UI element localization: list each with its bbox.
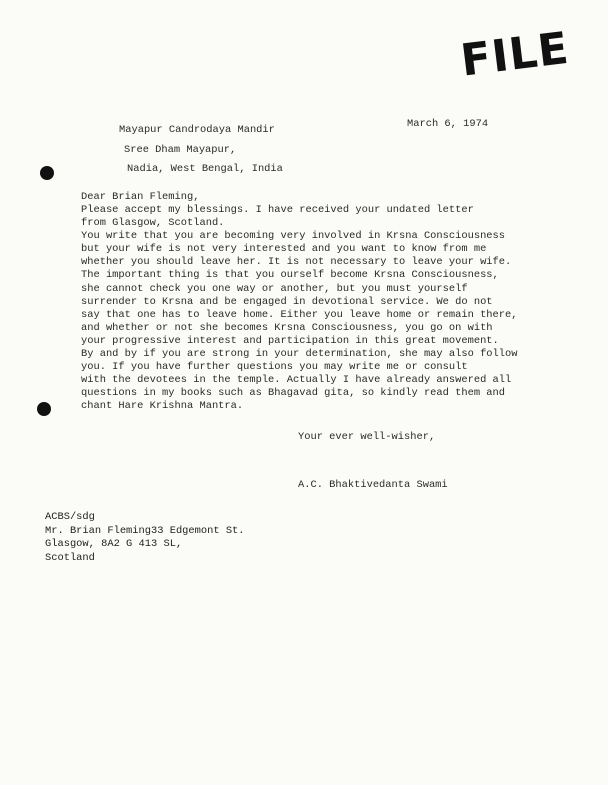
punch-hole-top [40, 166, 54, 180]
body-line: she cannot check you one way or another, but you must yourself [81, 282, 468, 295]
body-line: questions in my books such as Bhagavad gita, so kindly read them and [81, 387, 506, 400]
address-line: Mayapur Candrodaya Mandir [119, 124, 275, 136]
body-line: say that one has to leave home. Either you leave home or remain there, [81, 308, 518, 321]
body-line: you. If you have further questions you may write me or consult [81, 361, 468, 374]
salutation: Dear Brian Fleming, [81, 191, 200, 203]
reference-initials: ACBS/sdg [45, 511, 95, 523]
address-line: Nadia, West Bengal, India [127, 163, 283, 175]
recipient-footer [45, 511, 245, 565]
recipient-name: Mr. Brian Fleming33 Edgemont St. [45, 524, 245, 537]
body-line: from Glasgow, Scotland. [81, 217, 225, 230]
address-line: Sree Dham Mayapur, [124, 144, 237, 156]
signature: A.C. Bhaktivedanta Swami [298, 479, 448, 491]
letter-date: March 6, 1974 [407, 118, 489, 130]
file-stamp: FILE [458, 22, 572, 87]
punch-hole-bottom [37, 402, 51, 416]
letter-body [81, 204, 517, 414]
body-line: surrender to Krsna and be engaged in devotional service. We do not [81, 295, 493, 308]
body-line: You write that you are becoming very involved in Krsna Consciousness [81, 230, 506, 243]
body-line: By and by if you are strong in your determination, she may also follow [81, 348, 518, 361]
body-line: with the devotees in the temple. Actually I have already answered all [81, 374, 512, 387]
body-line: Please accept my blessings. I have received your undated letter [81, 204, 474, 216]
body-line: but your wife is not very interested and you want to know from me [81, 243, 487, 256]
body-line: whether you should leave her. It is not necessary to leave your wife. [81, 256, 512, 269]
body-line: your progressive interest and participation in this great movement. [81, 334, 499, 347]
closing: Your ever well-wisher, [298, 431, 436, 443]
body-line: and whether or not she becomes Krsna Consciousness, you go on with [81, 321, 493, 334]
recipient-city: Glasgow, 8A2 G 413 SL, [45, 538, 183, 550]
body-line: The important thing is that you ourself become Krsna Consciousness, [81, 269, 499, 282]
recipient-country: Scotland [45, 551, 95, 564]
body-line: chant Hare Krishna Mantra. [81, 400, 244, 413]
